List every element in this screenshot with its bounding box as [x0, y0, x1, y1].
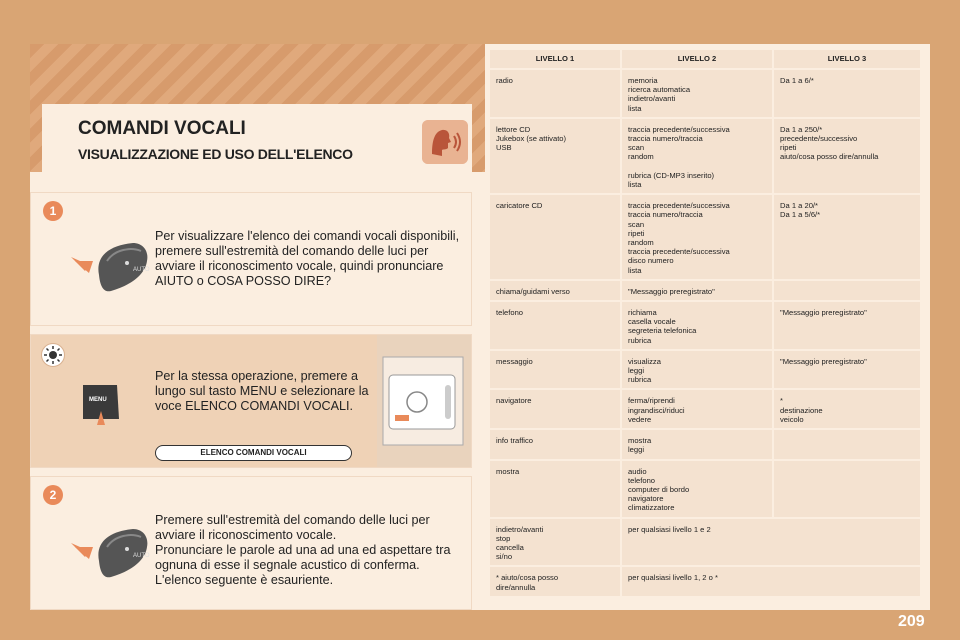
- table-cell: caricatore CD: [490, 195, 620, 279]
- table-cell: per qualsiasi livello 1 e 2: [622, 519, 920, 566]
- svg-text:AUTO: AUTO: [133, 267, 150, 273]
- table-row: [490, 119, 920, 193]
- tip-text: Per la stessa operazione, premere a lungo sul tasto MENU e selezionare la voce ELENCO COMANDI VOCALI.: [155, 369, 369, 413]
- voice-commands-table-wrap: [488, 48, 930, 610]
- svg-text:AUTO: AUTO: [133, 553, 150, 559]
- table-row: [490, 281, 920, 300]
- table-cell: "Messaggio preregistrato": [774, 351, 920, 389]
- table-cell: navigatore: [490, 390, 620, 428]
- table-cell: traccia precedente/successiva traccia numero/traccia scan ripeti random traccia precedente/successiva disco numero lista: [622, 195, 772, 279]
- table-cell: richiama casella vocale segreteria telefonica rubrica: [622, 302, 772, 349]
- table-cell: Da 1 a 6/*: [774, 70, 920, 117]
- table-cell: traccia precedente/successiva traccia numero/traccia scan random rubrica (CD-MP3 inserito) lista: [622, 119, 772, 193]
- table-row: [490, 390, 920, 428]
- menu-key-label: MENU: [89, 397, 107, 403]
- table-row: [490, 519, 920, 566]
- tip-sun-icon: [41, 343, 65, 367]
- table-cell: memoria ricerca automatica indietro/avanti lista: [622, 70, 772, 117]
- table-row: [490, 461, 920, 517]
- table-cell: ferma/riprendi ingrandisci/riduci vedere: [622, 390, 772, 428]
- table-cell: visualizza leggi rubrica: [622, 351, 772, 389]
- table-cell: chiama/guidami verso: [490, 281, 620, 300]
- table-row: [490, 351, 920, 389]
- table-row: [490, 430, 920, 458]
- table-row: [490, 70, 920, 117]
- header-livello-1: LIVELLO 1: [490, 50, 620, 68]
- step-2-panel: [30, 476, 472, 610]
- table-cell: "Messaggio preregistrato": [622, 281, 772, 300]
- menu-button-illustration: [79, 385, 123, 425]
- table-cell: indietro/avanti stop cancella si/no: [490, 519, 620, 566]
- manual-page: [30, 44, 930, 610]
- page-title: COMANDI VOCALI: [78, 118, 246, 139]
- table-cell: [774, 281, 920, 300]
- menu-key-icon: [79, 385, 123, 425]
- table-cell: per qualsiasi livello 1, 2 o *: [622, 567, 920, 595]
- table-row: [490, 302, 920, 349]
- voice-command-icon: [422, 120, 468, 164]
- table-cell: * aiuto/cosa posso dire/annulla: [490, 567, 620, 595]
- table-cell: messaggio: [490, 351, 620, 389]
- table-header-row: [490, 50, 920, 68]
- table-cell: [774, 461, 920, 517]
- light-stalk-icon: [71, 521, 151, 587]
- table-cell: info traffico: [490, 430, 620, 458]
- elenco-comandi-pill: ELENCO COMANDI VOCALI: [155, 445, 352, 461]
- step-2-text: Premere sull'estremità del comando delle luci per avviare il riconoscimento vocale. Pronunciare le parole ad una ad una ed aspettare tra ognuna di esse il segnale acustico di conferma. L'elenco seguente è esauriente.: [155, 513, 451, 587]
- step-number-badge: 1: [43, 201, 63, 221]
- table-row: [490, 567, 920, 595]
- title-box: [42, 104, 472, 174]
- table-cell: Da 1 a 20/* Da 1 a 5/6/*: [774, 195, 920, 279]
- header-livello-3: LIVELLO 3: [774, 50, 920, 68]
- step-1-panel: [30, 192, 472, 326]
- table-cell: [774, 430, 920, 458]
- radio-panel-illustration: [377, 335, 471, 467]
- table-cell: * destinazione veicolo: [774, 390, 920, 428]
- step-number-badge: 2: [43, 485, 63, 505]
- tip-panel: [30, 334, 472, 468]
- table-cell: audio telefono computer di bordo navigatore climatizzatore: [622, 461, 772, 517]
- table-cell: Da 1 a 250/* precedente/successivo ripeti aiuto/cosa posso dire/annulla: [774, 119, 920, 193]
- table-cell: mostra leggi: [622, 430, 772, 458]
- table-cell: telefono: [490, 302, 620, 349]
- header-livello-2: LIVELLO 2: [622, 50, 772, 68]
- page-number: 209: [898, 613, 925, 630]
- left-column: [30, 44, 485, 610]
- step-1-text: Per visualizzare l'elenco dei comandi vocali disponibili, premere sull'estremità del comando delle luci per avviare il riconoscimento vocale, quindi pronunciare AIUTO o COSA POSSO DIRE?: [155, 229, 460, 288]
- voice-commands-table: [488, 48, 922, 598]
- table-cell: "Messaggio preregistrato": [774, 302, 920, 349]
- table-row: [490, 195, 920, 279]
- page-subtitle: VISUALIZZAZIONE ED USO DELL'ELENCO: [78, 146, 353, 162]
- light-stalk-icon: [71, 235, 151, 301]
- table-cell: radio: [490, 70, 620, 117]
- table-cell: mostra: [490, 461, 620, 517]
- table-cell: lettore CD Jukebox (se attivato) USB: [490, 119, 620, 193]
